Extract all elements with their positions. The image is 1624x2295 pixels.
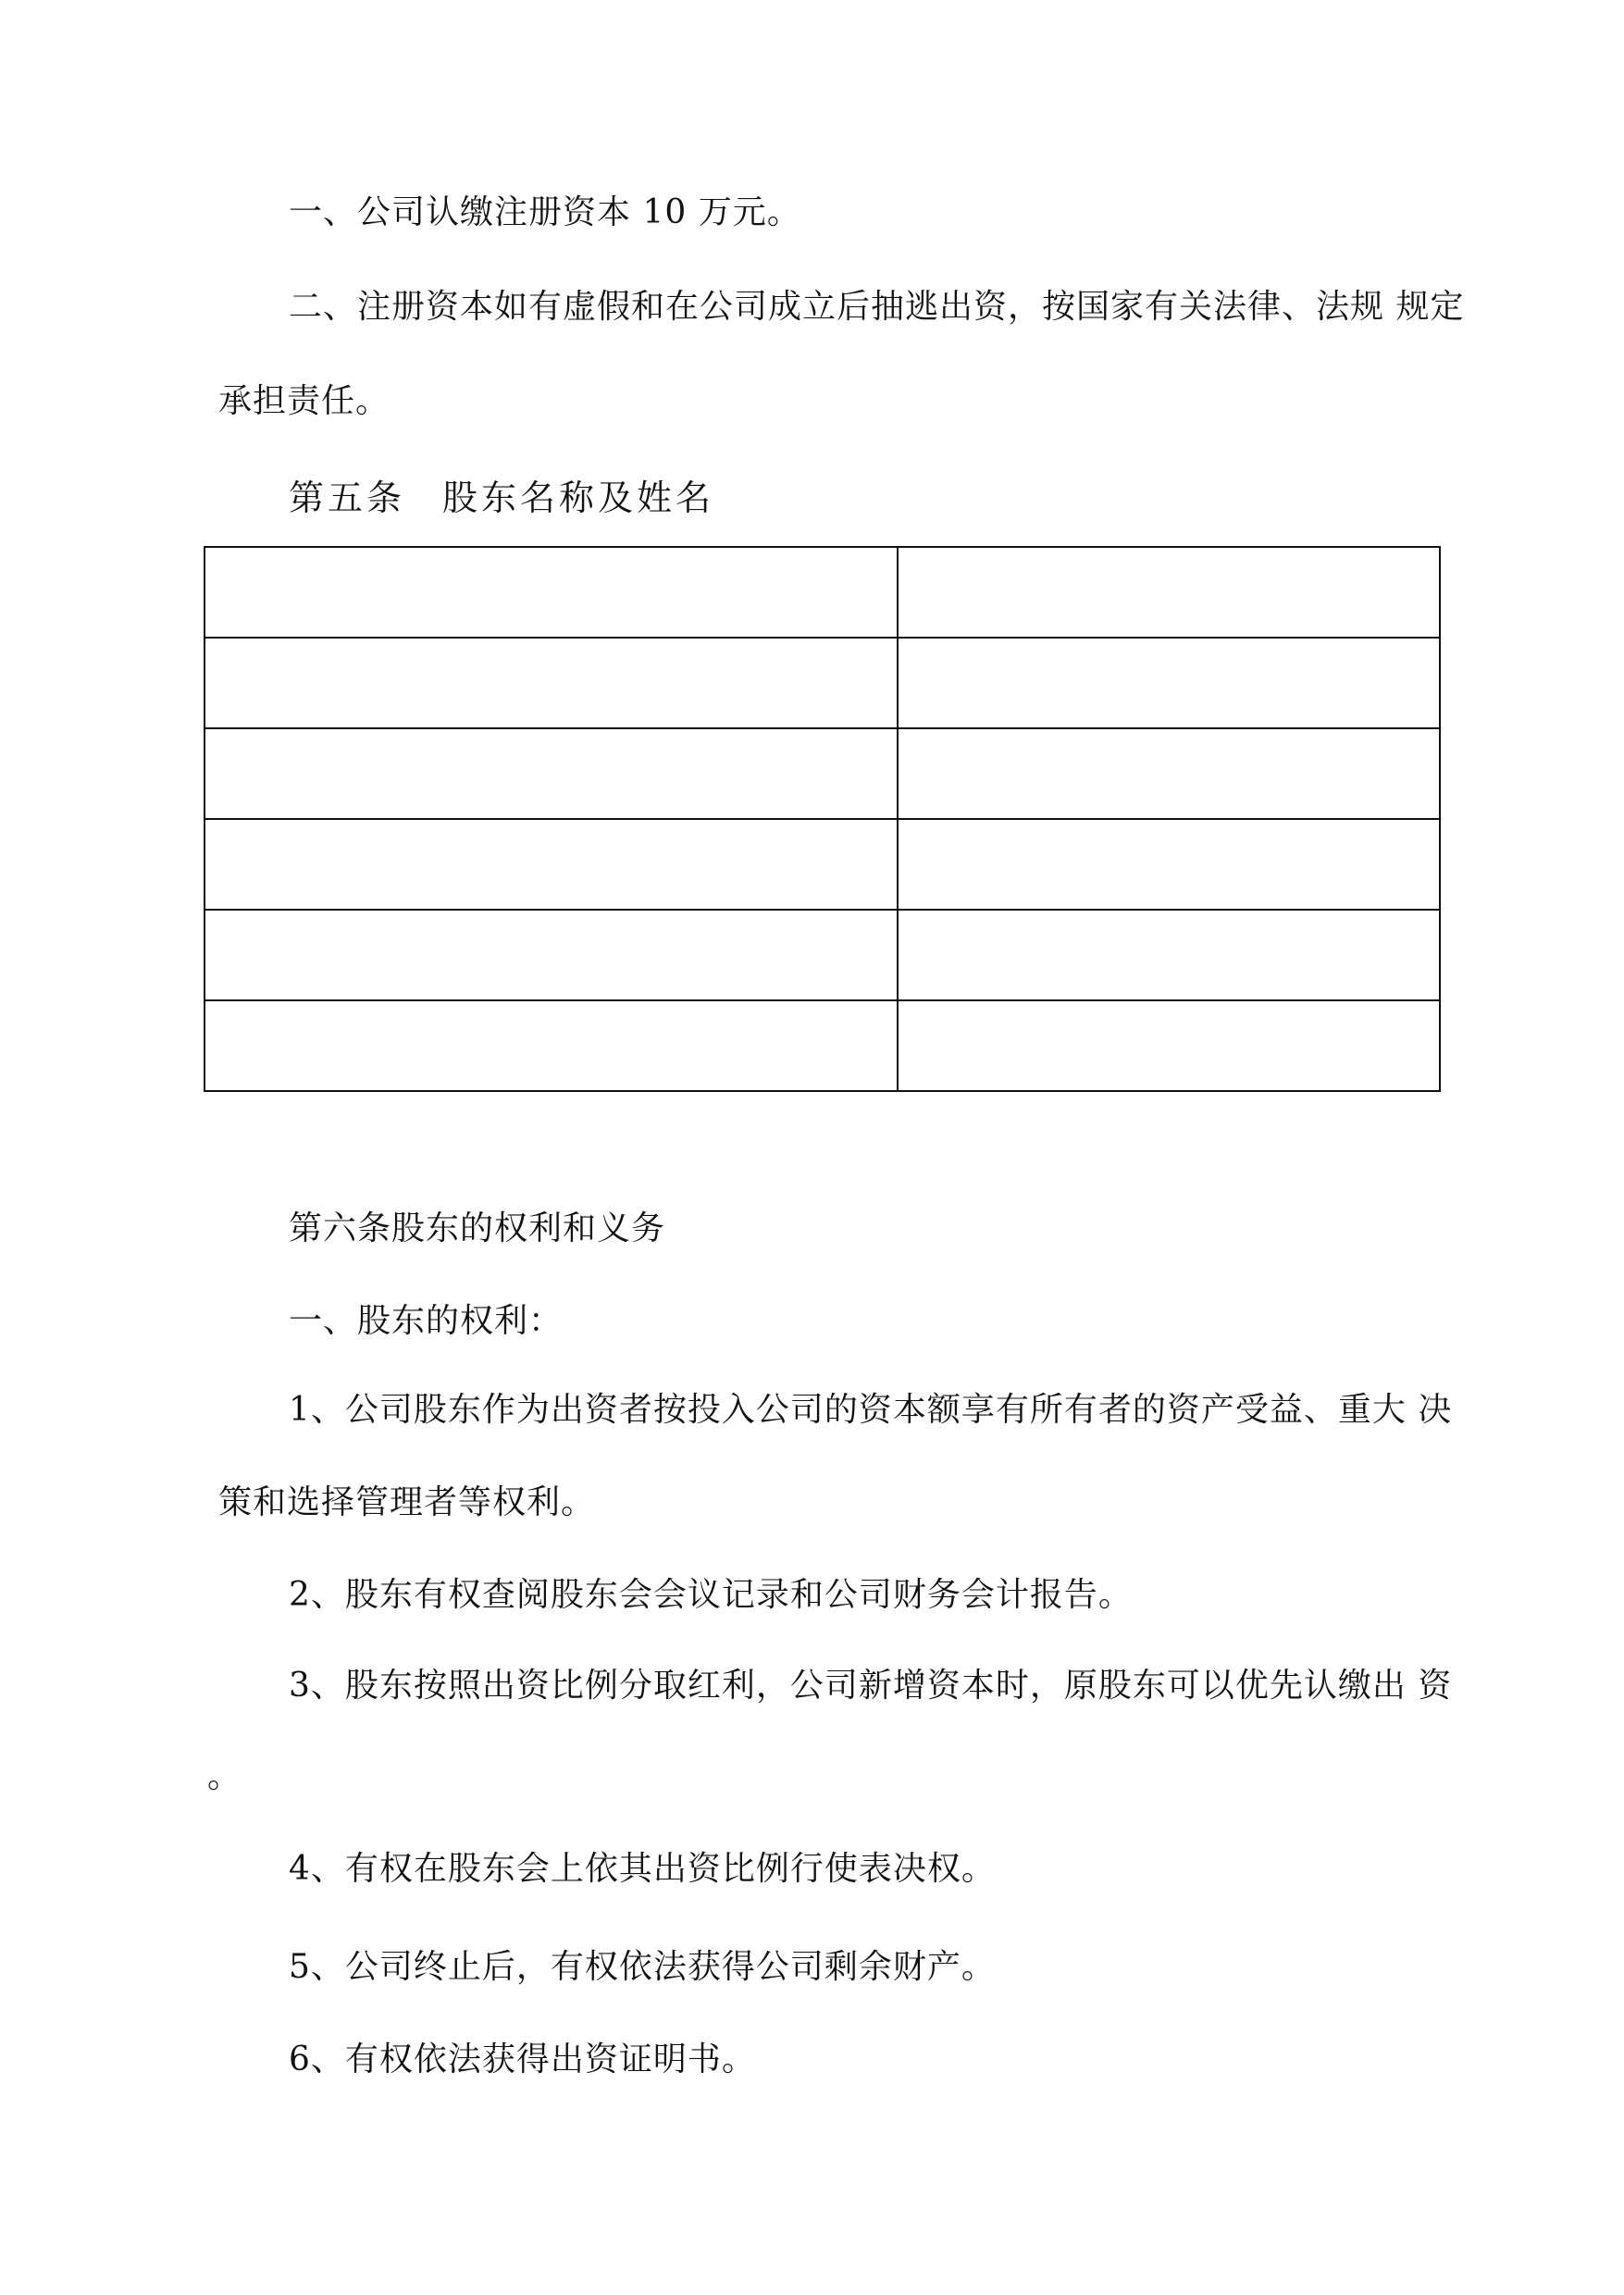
table-row (205, 728, 1440, 819)
right-3-line-1: 3、股东按照出资比例分取红利，公司新增资本时，原股东可以优先认缴出 资 (289, 1667, 1453, 1705)
capital-item-2-line-2: 承担责任。 (218, 382, 391, 420)
shareholder-name-cell (205, 728, 898, 819)
shareholder-table (204, 546, 1441, 1092)
shareholder-info-cell (898, 910, 1440, 1000)
table-row (205, 1000, 1440, 1091)
shareholder-name-cell (205, 910, 898, 1000)
shareholder-name-cell (205, 547, 898, 638)
table-row (205, 547, 1440, 638)
right-6: 6、有权依法获得出资证明书。 (289, 2041, 756, 2078)
shareholder-info-cell (898, 547, 1440, 638)
shareholder-info-cell (898, 1000, 1440, 1091)
right-2: 2、股东有权查阅股东会会议记录和公司财务会计报告。 (289, 1576, 1133, 1614)
right-5: 5、公司终止后，有权依法获得公司剩余财产。 (289, 1948, 996, 1986)
capital-item-2-line-1: 二、注册资本如有虚假和在公司成立后抽逃出资，按国家有关法律、法规 规定 (289, 288, 1465, 326)
shareholder-info-cell (898, 728, 1440, 819)
right-4: 4、有权在股东会上依其出资比例行使表决权。 (289, 1850, 996, 1888)
shareholder-info-cell (898, 819, 1440, 910)
rights-heading: 一、股东的权利： (289, 1302, 564, 1340)
right-1-line-1: 1、公司股东作为出资者按投入公司的资本额享有所有者的资产受益、重大 决 (289, 1391, 1453, 1429)
article-5-number: 第五条 (289, 478, 406, 518)
article-5-heading (289, 478, 714, 518)
table-row (205, 638, 1440, 728)
shareholder-name-cell (205, 1000, 898, 1091)
shareholder-name-cell (205, 819, 898, 910)
capital-item-1: 一、公司认缴注册资本 10 万元。 (289, 193, 801, 231)
right-1-line-2: 策和选择管理者等权利。 (218, 1483, 596, 1521)
table-row (205, 910, 1440, 1000)
table-row (205, 819, 1440, 910)
right-3-line-2: 。 (207, 1757, 242, 1795)
article-6-heading: 第六条股东的权利和义务 (289, 1210, 666, 1247)
shareholder-info-cell (898, 638, 1440, 728)
article-5-title: 股东名称及姓名 (442, 478, 715, 518)
shareholder-name-cell (205, 638, 898, 728)
